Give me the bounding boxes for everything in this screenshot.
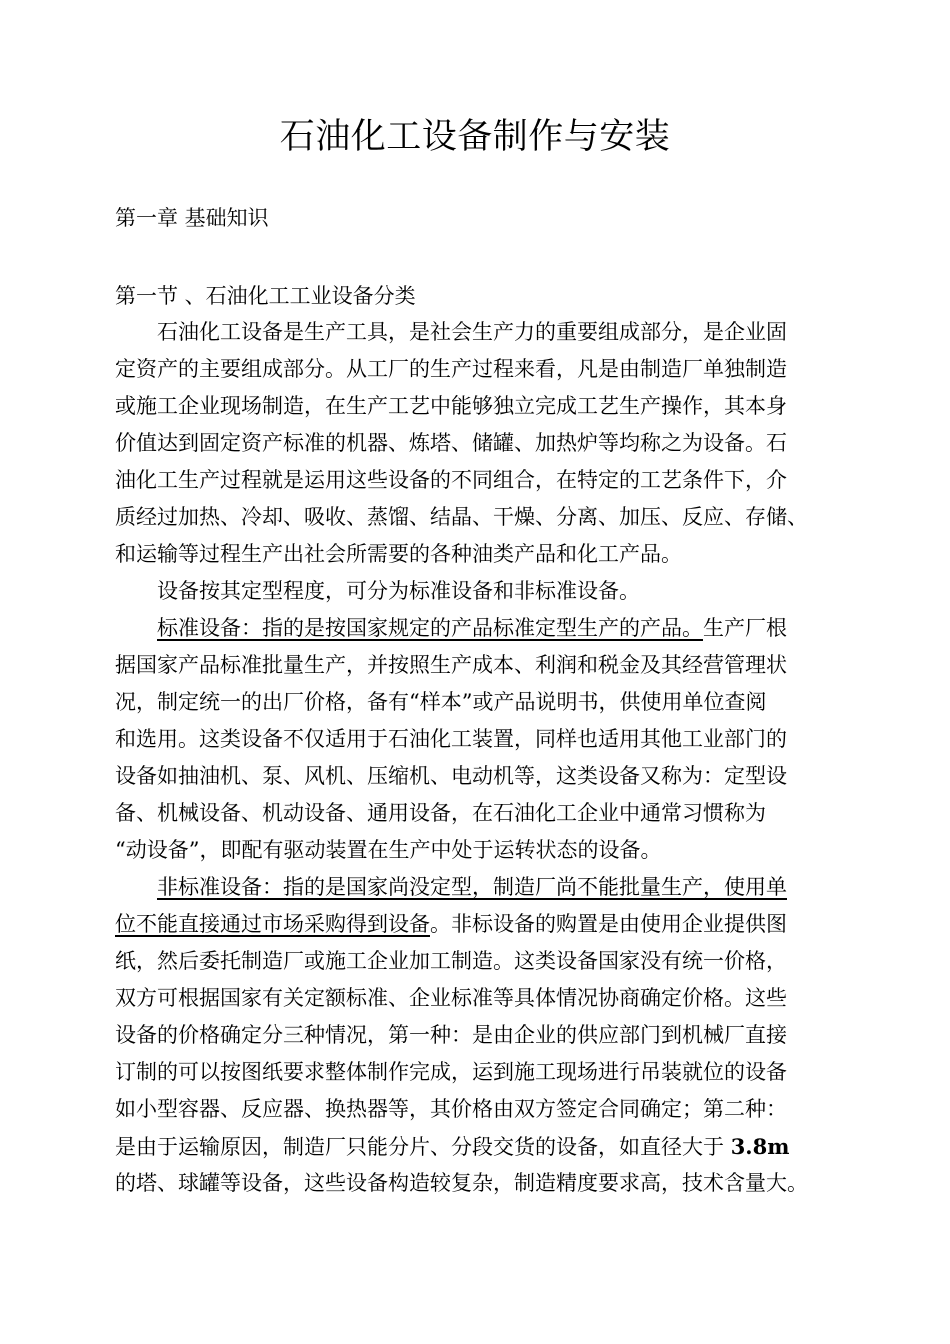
text-line [115, 1128, 855, 1165]
text-run: 况，制定统一的出厂价格，备有“样本”或产品说明书，供使用单位查阅 [115, 690, 767, 714]
text-line [115, 980, 855, 1017]
text-line [115, 314, 855, 351]
text-line [115, 1165, 855, 1202]
text-line [115, 1017, 855, 1054]
text-run [115, 616, 157, 640]
text-run: 质经过加热、冷却、吸收、蒸馏、结晶、干燥、分离、加压、反应、存储、 [115, 505, 808, 529]
text-line [115, 758, 855, 795]
text-run: 是由于运输原因，制造厂只能分片、分段交货的设备，如直径大于 [115, 1135, 731, 1159]
text-run: 生产厂根 [703, 616, 787, 640]
underlined-definition: 标准设备：指的是按国家规定的产品标准定型生产的产品。 [157, 616, 703, 640]
text-run: 的塔、球罐等设备，这些设备构造较复杂，制造精度要求高，技术含量大。 [115, 1171, 808, 1195]
section-heading: 第一节 、石油化工工业设备分类 [115, 284, 416, 308]
document-title: 石油化工设备制作与安装 [279, 117, 671, 157]
text-line [115, 425, 855, 462]
text-run: “动设备”，即配有驱动装置在生产中处于运转状态的设备。 [115, 838, 662, 862]
text-run: 或施工企业现场制造，在生产工艺中能够独立完成工艺生产操作，其本身 [115, 394, 787, 418]
text-run: 纸，然后委托制造厂或施工企业加工制造。这类设备国家没有统一价格， [115, 949, 787, 973]
text-line [115, 610, 855, 647]
text-run: 双方可根据国家有关定额标准、企业标准等具体情况协商确定价格。这些 [115, 986, 787, 1010]
text-line [115, 1091, 855, 1128]
text-line [115, 499, 855, 536]
text-line [115, 721, 855, 758]
chapter-heading: 第一章 基础知识 [115, 206, 269, 230]
text-run: 订制的可以按图纸要求整体制作完成，运到施工现场进行吊装就位的设备 [115, 1060, 787, 1084]
text-run: 设备的价格确定分三种情况，第一种：是由企业的供应部门到机械厂直接 [115, 1023, 787, 1047]
underlined-definition: 非标准设备：指的是国家尚没定型，制造厂尚不能批量生产，使用单 [157, 875, 787, 899]
text-line [115, 351, 855, 388]
text-line [115, 906, 855, 943]
text-line [115, 462, 855, 499]
text-line [115, 388, 855, 425]
text-run: 备、机械设备、机动设备、通用设备，在石油化工企业中通常习惯称为 [115, 801, 766, 825]
text-line [115, 647, 855, 684]
text-line [115, 832, 855, 869]
text-run: 和选用。这类设备不仅适用于石油化工装置，同样也适用其他工业部门的 [115, 727, 787, 751]
text-run: 和运输等过程生产出社会所需要的各种油类产品和化工产品。 [115, 542, 682, 566]
text-run: 设备如抽油机、泵、风机、压缩机、电动机等，这类设备又称为：定型设 [115, 764, 787, 788]
text-run: 设备按其定型程度，可分为标准设备和非标准设备。 [115, 579, 640, 603]
text-line [115, 573, 855, 610]
text-run: 定资产的主要组成部分。从工厂的生产过程来看，凡是由制造厂单独制造 [115, 357, 787, 381]
text-line [115, 684, 855, 721]
text-run: 石油化工设备是生产工具，是社会生产力的重要组成部分，是企业固 [115, 320, 787, 344]
text-line [115, 1054, 855, 1091]
text-line [115, 869, 855, 906]
body-text [115, 314, 855, 1202]
text-run: 据国家产品标准批量生产，并按照生产成本、利润和税金及其经营管理状 [115, 653, 787, 677]
text-run: 如小型容器、反应器、换热器等，其价格由双方签定合同确定；第二种： [115, 1097, 787, 1121]
underlined-definition: 位不能直接通过市场采购得到设备 [115, 912, 430, 936]
text-run: 油化工生产过程就是运用这些设备的不同组合，在特定的工艺条件下，介 [115, 468, 787, 492]
text-run [115, 875, 157, 899]
text-run: 价值达到固定资产标准的机器、炼塔、储罐、加热炉等均称之为设备。石 [115, 431, 787, 455]
text-line [115, 943, 855, 980]
text-line [115, 536, 855, 573]
text-run: 。非标设备的购置是由使用企业提供图 [430, 912, 787, 936]
bold-measurement: 3.8m [730, 1134, 790, 1159]
text-line [115, 795, 855, 832]
